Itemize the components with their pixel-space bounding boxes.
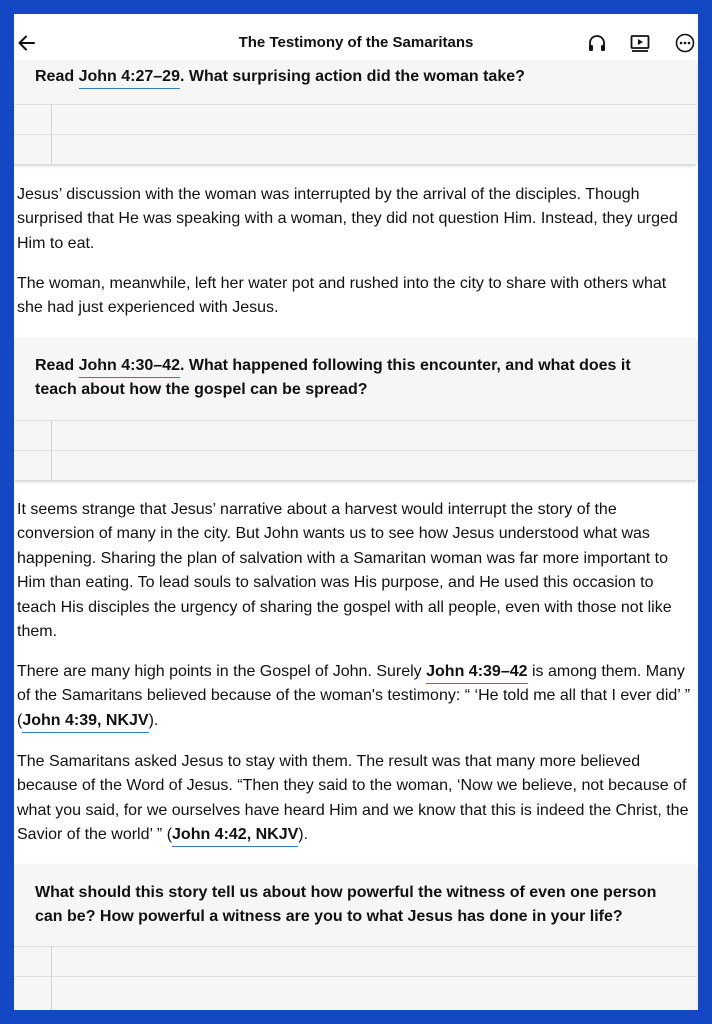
note-line xyxy=(14,450,696,451)
question-text: Read John 4:27–29. What surprising action did the woman take? xyxy=(35,65,676,89)
note-line xyxy=(14,104,696,105)
scripture-link[interactable]: John 4:42, NKJV xyxy=(172,826,298,847)
question-text: What should this story tell us about how powerful the witness of even one person can be? How powerful a witness are you to what Jesus has done in your life? xyxy=(35,884,657,925)
page-title: The Testimony of the Samaritans xyxy=(238,34,474,51)
app-screen xyxy=(14,14,698,1010)
scripture-link[interactable]: John 4:27–29 xyxy=(79,68,180,89)
note-margin-line xyxy=(51,946,52,1010)
notes-area[interactable] xyxy=(14,946,696,1010)
note-line xyxy=(14,976,696,977)
question-card-1 xyxy=(14,60,696,164)
body-paragraph: Jesus’ discussion with the woman was interrupted by the arrival of the disciples. Though surprised that He was speaking with a woman, they did not question Him. Instead, they urged Him to eat. xyxy=(17,186,678,252)
question-card-3 xyxy=(14,864,696,1010)
scripture-link[interactable]: John 4:39, NKJV xyxy=(22,712,148,733)
notes-area[interactable] xyxy=(14,420,696,480)
note-margin-line xyxy=(51,420,52,480)
headphones-icon[interactable] xyxy=(586,32,608,54)
question-card-2 xyxy=(14,338,696,480)
video-icon[interactable] xyxy=(629,32,651,54)
note-line xyxy=(14,420,696,421)
question-text: Read John 4:30–42. What happened following this encounter, and what does it teach about how the gospel can be spread? xyxy=(35,357,631,398)
note-margin-line xyxy=(51,104,52,164)
body-paragraph: There are many high points in the Gospel of John. Surely John 4:39–42 is among them. Many of the Samaritans believed because of the woman's testimony: “ ‘He told me all that I ever did’ ” (John 4:39, NKJV). xyxy=(17,660,696,733)
scripture-link[interactable]: John 4:39–42 xyxy=(426,663,527,684)
note-line xyxy=(14,134,696,135)
body-paragraph: The woman, meanwhile, left her water pot and rushed into the city to share with others what she had just experienced with Jesus. xyxy=(17,275,667,317)
body-paragraph: It seems strange that Jesus’ narrative about a harvest would interrupt the story of the conversion of many in the city. But John wants us to see how Jesus understood what was happening. Sharing the plan of salvation with a Samaritan woman was far more important to Him than eating. To lead souls to salvation was His purpose, and He used this occasion to teach His disciples the urgency of sharing the gospel with all people, even with those not like them. xyxy=(17,501,672,641)
more-icon[interactable] xyxy=(674,32,696,54)
body-paragraph: The Samaritans asked Jesus to stay with them. The result was that many more believed because of the Word of Jesus. “Then they said to the woman, ‘Now we believe, not because of what you said, for we ourselves have heard Him and we know that this is indeed the Christ, the Savior of the world’ ” (John 4:42, NKJV). xyxy=(17,750,696,848)
notes-area[interactable] xyxy=(14,104,696,164)
note-line xyxy=(14,946,696,947)
scripture-link[interactable]: John 4:30–42 xyxy=(79,357,180,378)
